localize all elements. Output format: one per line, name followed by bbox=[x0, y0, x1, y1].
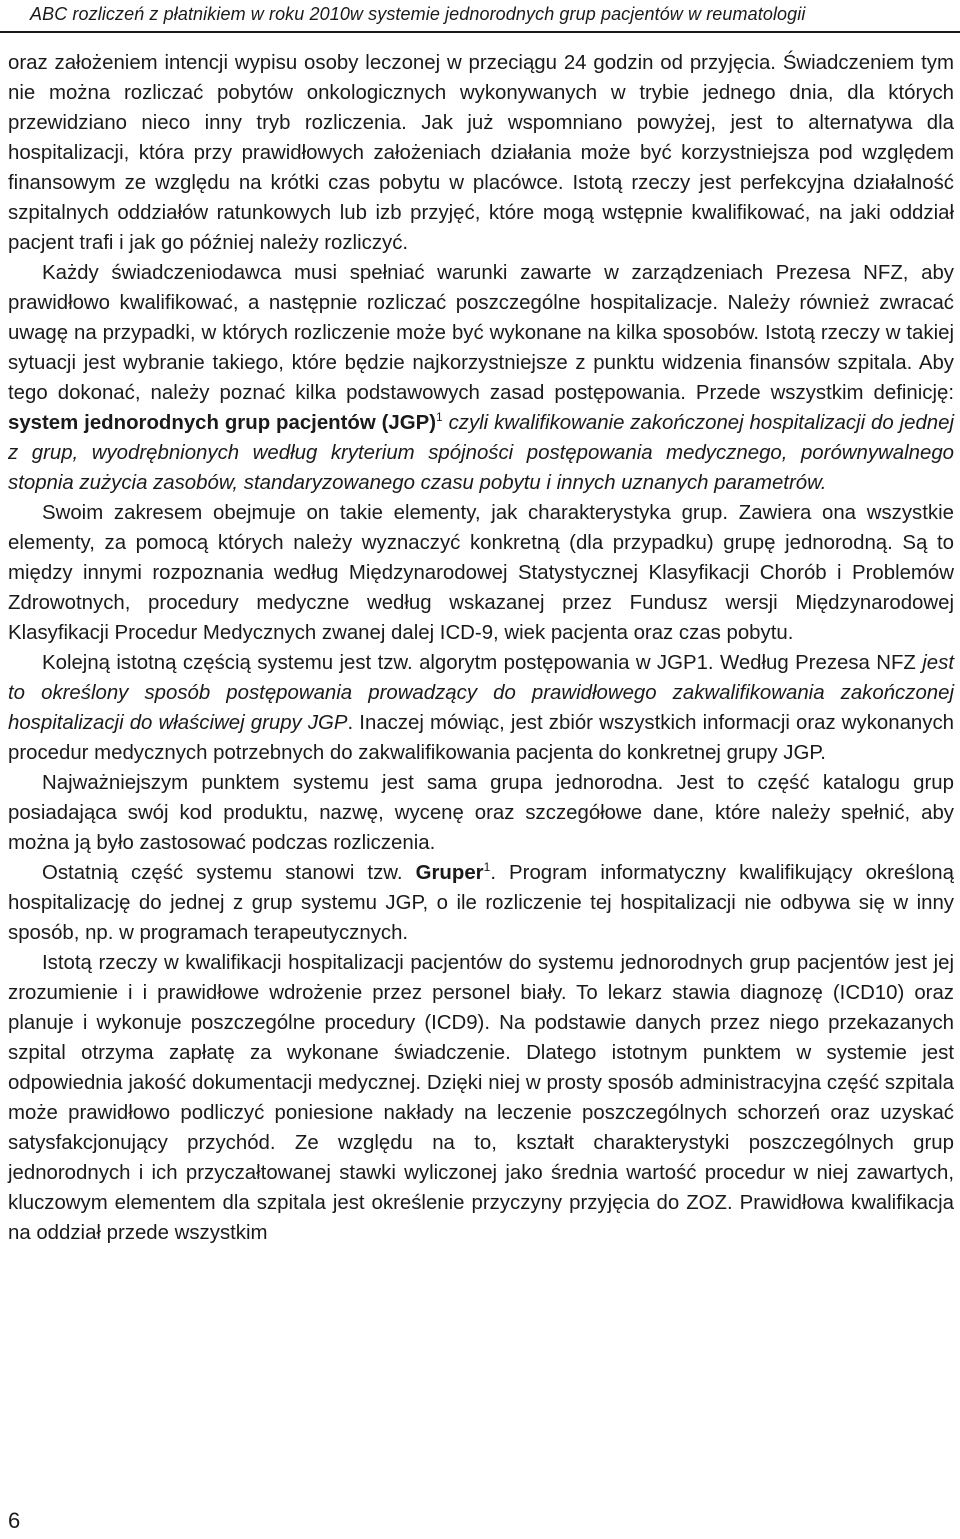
header-divider bbox=[0, 31, 960, 33]
paragraph-3-text: Swoim zakresem obejmuje on takie elementy, jak charakterystyka grup. Zawiera ona wszystkie elementy, za pomocą których należy wyznaczyć konkretną (dla przypadku) grupę jednorodną. Są to między innymi rozpoznania według Międzynarodowej Statystycznej Klasyfikacji Chorób i Problemów Zdrowotnych, procedury medyczne według wskazanej przez Fundusz wersji Międzynarodowej Klasyfikacji Procedur Medycznych zwanej dalej ICD-9, wiek pacjenta oraz czas pobytu. bbox=[8, 502, 954, 644]
footnote-ref: 1 bbox=[483, 860, 491, 875]
jgp-term: system jednorodnych grup pacjentów (JGP) bbox=[8, 412, 436, 434]
paragraph-4 bbox=[8, 648, 954, 768]
paragraph-5-text: Najważniejszym punktem systemu jest sama grupa jednorodna. Jest to część katalogu grup posiadająca swój kod produktu, nazwę, wycenę oraz szczegółowe dane, które należy spełnić, aby można ją było zastosować podczas rozliczenia. bbox=[8, 772, 954, 854]
paragraph-6 bbox=[8, 858, 954, 948]
paragraph-2 bbox=[8, 258, 954, 498]
algorithm-definition: jest to określony sposób postępowania prowadzący do prawidłowego zakwalifikowania zakończonej hospitalizacji do właściwej grupy JGP bbox=[8, 652, 954, 734]
header-title: ABC rozliczeń z płatnikiem w roku 2010w systemie jednorodnych grup pacjentów w reumatologii bbox=[30, 4, 806, 24]
paragraph-6-text-end: . Program informatyczny kwalifikujący określoną hospitalizację do jednej z grup systemu JGP, o ile rozliczenie tej hospitalizacji nie odbywa się w inny sposób, np. w programach terapeutycznych. bbox=[8, 862, 954, 944]
paragraph-6-text: Ostatnią część systemu stanowi tzw. bbox=[42, 862, 416, 884]
footnote-ref: 1 bbox=[436, 410, 443, 425]
paragraph-7-text: Istotą rzeczy w kwalifikacji hospitalizacji pacjentów do systemu jednorodnych grup pacjentów jest jej zrozumienie i i prawidłowe wdrożenie przez personel biały. To lekarz stawia diagnozę (ICD10) oraz planuje i wykonuje poszczególne procedury (ICD9). Na podstawie danych przez niego przekazanych szpital otrzyma zapłatę za wykonane świadczenie. Dlatego istotnym punktem w systemie jest odpowiednia jakość dokumentacji medycznej. Dzięki niej w prosty sposób administracyjna część szpitala może prawidłowo podliczyć poniesione nakłady na leczenie poszczególnych schorzeń oraz uzyskać satysfakcjonujący przychód. Ze względu na to, kształt charakterystyki poszczególnych grup jednorodnych i ich przyczałtowanej stawki wyliczonej jako średnia wartość procedur w niej zawartych, kluczowym elementem dla szpitala jest określenie przyczyny przyjęcia do ZOZ. Prawidłowa kwalifikacja na oddział przede wszystkim bbox=[8, 952, 954, 1244]
paragraph-3 bbox=[8, 498, 954, 648]
running-header bbox=[0, 0, 960, 36]
paragraph-1 bbox=[8, 48, 954, 258]
paragraph-4-text-end: . Inaczej mówiąc, jest zbiór wszystkich informacji oraz wykonanych procedur medycznych potrzebnych do zakwalifikowania pacjenta do konkretnej grupy JGP. bbox=[8, 712, 954, 764]
paragraph-4-text: Kolejną istotną częścią systemu jest tzw. algorytm postępowania w JGP1. Według Prezesa NFZ bbox=[42, 652, 923, 674]
body-text bbox=[8, 48, 954, 1248]
page-number: 6 bbox=[8, 1508, 21, 1533]
paragraph-2-text: Każdy świadczeniodawca musi spełniać warunki zawarte w zarządzeniach Prezesa NFZ, aby prawidłowo kwalifikować, a następnie rozliczać poszczególne hospitalizacje. Należy również zwracać uwagę na przypadki, w których rozliczenie może być wykonane na kilka sposobów. Istotą rzeczy w takiej sytuacji jest wybranie takiego, które będzie najkorzystniejsze z punktu widzenia finansów szpitala. Aby tego dokonać, należy poznać kilka podstawowych zasad postępowania. Przede wszystkim definicję: bbox=[8, 262, 954, 404]
jgp-definition: czyli kwalifikowanie zakończonej hospitalizacji do jednej z grup, wyodrębnionych według kryterium spójności postępowania medycznego, porównywalnego stopnia zużycia zasobów, standaryzowanego czasu pobytu i innych uznanych parametrów. bbox=[8, 412, 954, 494]
paragraph-5 bbox=[8, 768, 954, 858]
gruper-term: Gruper bbox=[415, 862, 484, 884]
paragraph-1-text: oraz założeniem intencji wypisu osoby leczonej w przeciągu 24 godzin od przyjęcia. Świadczeniem tym nie można rozliczać pobytów onkologicznych wykonywanych w trybie jednego dnia, dla których przewidziano nieco inny tryb rozliczenia. Jak już wspomniano powyżej, jest to alternatywa dla hospitalizacji, która przy prawidłowych założeniach działania może być korzystniejsza pod względem finansowym ze względu na krótki czas pobytu w placówce. Istotą rzeczy jest perfekcyjna działalność szpitalnych oddziałów ratunkowych lub izb przyjęć, które mogą wstępnie kwalifikować, na jaki oddział pacjent trafi i jak go później należy rozliczyć. bbox=[8, 52, 954, 254]
paragraph-7 bbox=[8, 948, 954, 1248]
